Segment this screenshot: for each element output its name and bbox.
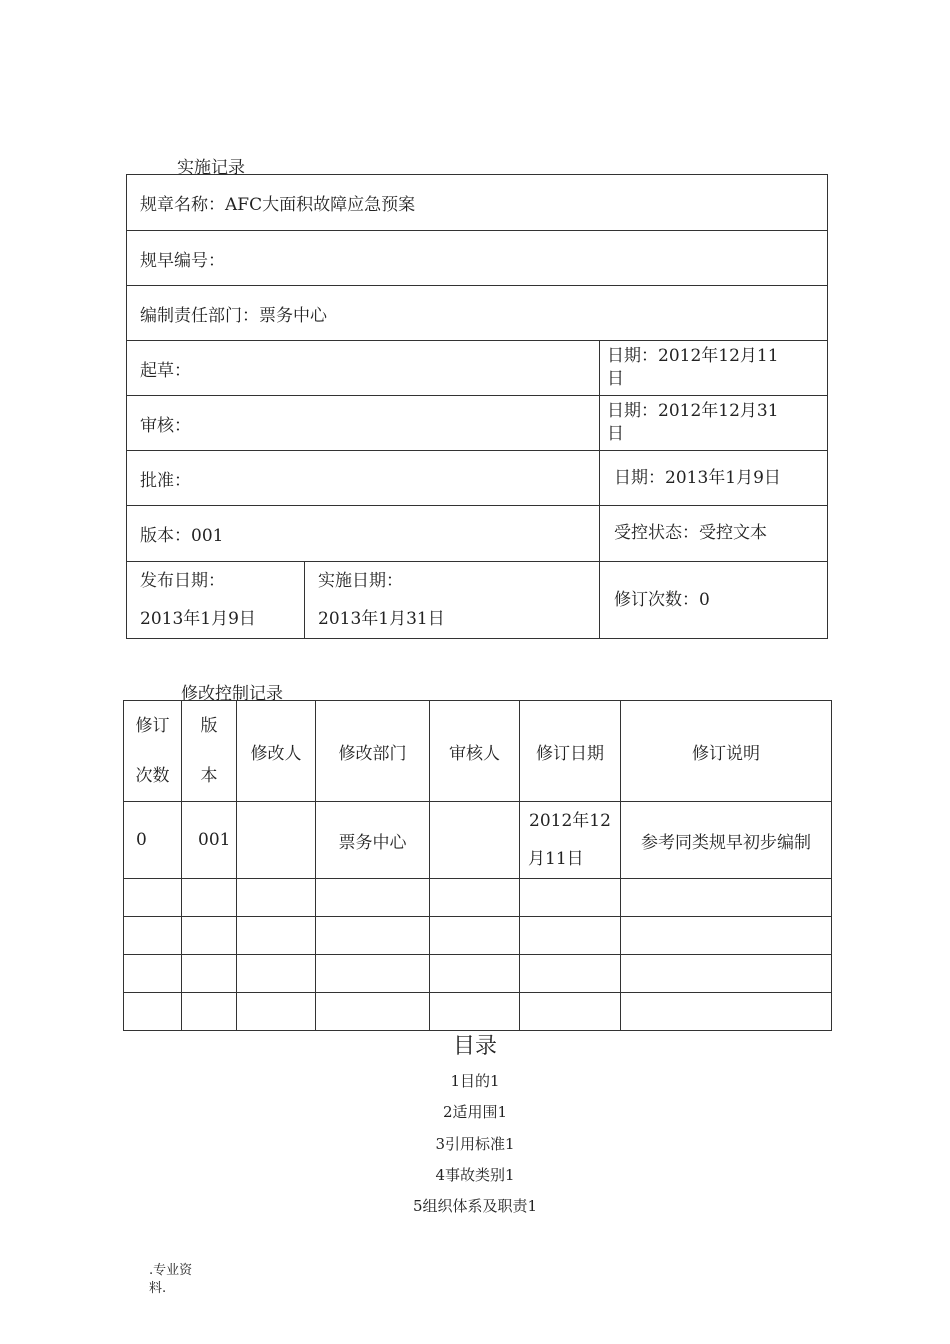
implementation-date-value: 2013年1月31日 <box>318 609 445 629</box>
header-revision-date: 修订日期 <box>520 701 621 802</box>
header-department: 修改部门 <box>316 701 430 802</box>
toc-title: 目录 <box>452 1034 497 1059</box>
header-version-line2: 本 <box>200 766 218 786</box>
review-date <box>600 396 828 451</box>
header-version <box>182 701 237 802</box>
review-label: 审核： <box>127 396 600 451</box>
cell-version: 001 <box>182 802 237 879</box>
publish-date-label: 发布日期： <box>140 571 225 591</box>
toc-item[interactable]: 1目的1 <box>450 1072 500 1090</box>
review-date-line1: 日期：2012年12月31 <box>607 401 779 421</box>
draft-label: 起草： <box>127 341 600 396</box>
responsible-department: 编制责任部门：票务中心 <box>127 286 828 341</box>
header-revision-number <box>124 701 182 802</box>
revision-control-table <box>123 700 832 1031</box>
header-reviewer: 审核人 <box>430 701 520 802</box>
review-date-line2: 日 <box>607 424 624 444</box>
cell-modifier <box>237 802 316 879</box>
regulation-name: 规章名称：AFC大面积故障应急预案 <box>127 175 828 231</box>
revision-count: 修订次数：0 <box>600 562 828 639</box>
footer-line2: 料. <box>149 1281 167 1296</box>
toc-item[interactable]: 4事故类别1 <box>435 1166 515 1184</box>
toc-item[interactable]: 5组织体系及职责1 <box>412 1197 538 1215</box>
version: 版本：001 <box>127 506 600 562</box>
cell-revision-date <box>520 802 621 879</box>
regulation-number: 规早编号： <box>127 231 828 286</box>
draft-date-line1: 日期：2012年12月11 <box>607 346 779 366</box>
publish-date-value: 2013年1月9日 <box>140 609 256 629</box>
empty-row <box>124 917 832 955</box>
draft-date <box>600 341 828 396</box>
cell-revision-date-line1: 2012年12 <box>529 811 611 831</box>
cell-revision-date-line2: 月11日 <box>528 849 584 869</box>
page-footer <box>149 1262 192 1298</box>
implementation-date <box>305 562 600 639</box>
implementation-record-table <box>126 174 828 639</box>
approve-date: 日期：2013年1月9日 <box>600 451 828 506</box>
cell-reviewer <box>430 802 520 879</box>
footer-line1: .专业资 <box>149 1263 193 1278</box>
header-version-line1: 版 <box>200 716 218 736</box>
empty-row <box>124 955 832 993</box>
control-status: 受控状态：受控文本 <box>600 506 828 562</box>
header-description: 修订说明 <box>621 701 832 802</box>
empty-row <box>124 879 832 917</box>
header-revision-number-line2: 次数 <box>135 766 170 786</box>
implementation-record-title: 实施记录 <box>177 158 245 178</box>
cell-revision-number: 0 <box>124 802 182 879</box>
toc-item[interactable]: 3引用标准1 <box>435 1135 515 1153</box>
header-revision-number-line1: 修订 <box>135 716 170 736</box>
cell-department: 票务中心 <box>316 802 430 879</box>
cell-description: 参考同类规早初步编制 <box>621 802 832 879</box>
approve-label: 批准： <box>127 451 600 506</box>
empty-row <box>124 993 832 1031</box>
implementation-date-label: 实施日期： <box>318 571 403 591</box>
toc-item[interactable]: 2适用围1 <box>442 1103 508 1121</box>
publish-date <box>127 562 305 639</box>
table-row <box>124 802 832 879</box>
header-modifier: 修改人 <box>237 701 316 802</box>
revision-control-title: 修改控制记录 <box>181 684 283 704</box>
draft-date-line2: 日 <box>607 369 624 389</box>
